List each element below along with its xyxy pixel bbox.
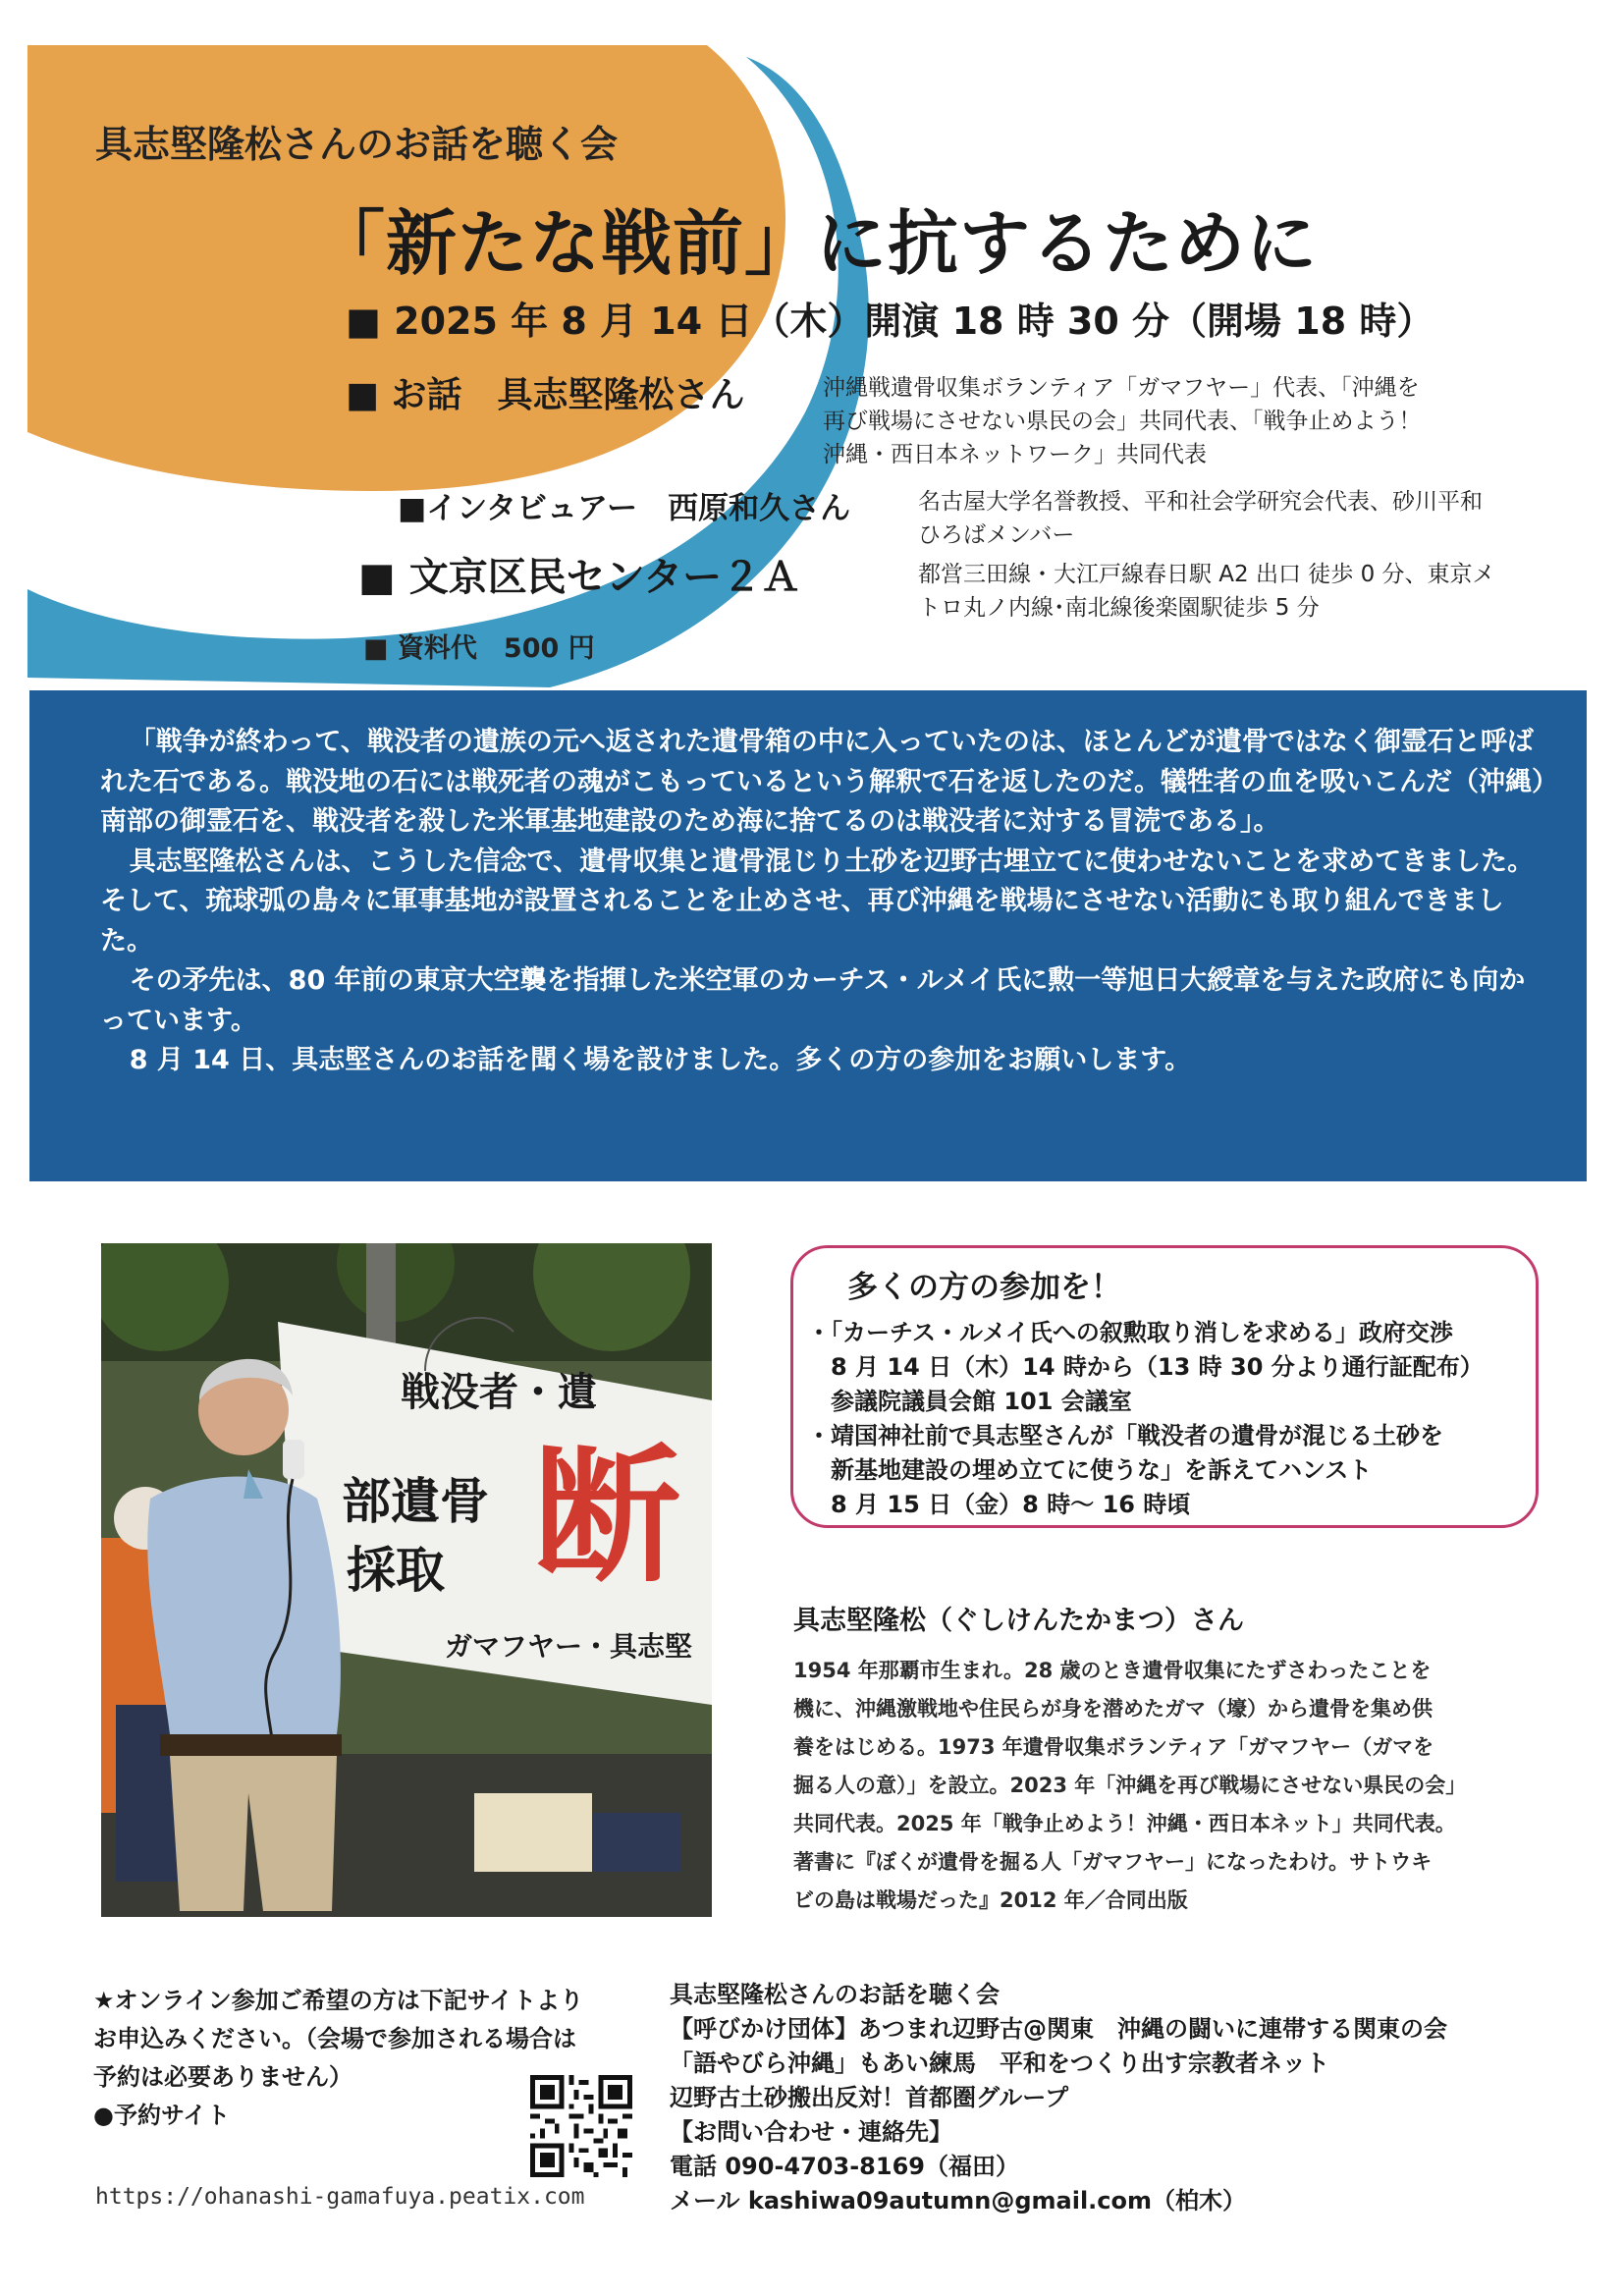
- online-line: ★オンライン参加ご希望の方は下記サイトより: [93, 1987, 584, 2014]
- speaker-desc-line: 再び戦場にさせない県民の会」共同代表、「戦争止めよう！: [823, 409, 1422, 434]
- organizer-line: 【お問い合わせ・連絡先】: [670, 2118, 952, 2146]
- banner-text-low: 採取: [347, 1542, 445, 1599]
- banner-text-bottom: ガマフヤー・具志堅: [445, 1630, 693, 1663]
- contact-email[interactable]: メール kashiwa09autumn@gmail.com（柏木）: [670, 2187, 1247, 2214]
- bio-line: ビの島は戦場だった』2012 年／合同出版: [793, 1888, 1188, 1912]
- fee-label: ■ 資料代 500 円: [363, 633, 595, 664]
- speaker-desc-line: 沖縄・西日本ネットワーク」共同代表: [823, 442, 1207, 467]
- intro-text: [100, 723, 1551, 1081]
- callout-title: 多くの方の参加を！: [847, 1270, 1121, 1305]
- venue-description: [918, 558, 1527, 625]
- callout-line: ・「カーチス・ルメイ氏への叙勲取り消しを求める」政府交渉: [807, 1319, 1453, 1346]
- organizer-line: 【呼びかけ団体】あつまれ辺野古@関東 沖縄の闘いに連帯する関東の会: [670, 2015, 1447, 2043]
- speaker-description: [823, 371, 1530, 471]
- banner-text-mid: 部遺骨: [342, 1473, 489, 1530]
- banner-text-big: 断: [533, 1432, 681, 1603]
- interviewer-desc-line: ひろばメンバー: [918, 522, 1075, 548]
- venue-desc-line: 都営三田線・大江戸線春日駅 A2 出口 徒歩 0 分、東京メ: [918, 562, 1495, 587]
- callout-line: 8 月 15 日（金）8 時～ 16 時頃: [831, 1491, 1191, 1518]
- organizer-line: 辺野古土砂搬出反対！首都圏グループ: [670, 2084, 1069, 2111]
- speaker-photo: [101, 1243, 712, 1917]
- callout-line: 参議院議員会館 101 会議室: [831, 1388, 1132, 1415]
- organizer-line: 「語やびら沖縄」もあい練馬 平和をつくり出す宗教者ネット: [670, 2050, 1329, 2077]
- callout-line: 新基地建設の埋め立てに使うな」を訴えてハンスト: [831, 1456, 1373, 1484]
- venue-label: ■ 文京区民センター２Ａ: [358, 555, 801, 600]
- bio-line: 機に、沖縄激戦地や住民らが身を潜めたガマ（壕）から遺骨を集め供: [793, 1697, 1433, 1721]
- speaker-label: ■ お話 具志堅隆松さん: [346, 375, 745, 415]
- speaker-desc-line: 沖縄戦遺骨収集ボランティア「ガマフヤー」代表、「沖縄を: [823, 375, 1420, 401]
- bio-line: 1954 年那覇市生まれ。28 歳のとき遺骨収集にたずさわったことを: [793, 1659, 1432, 1682]
- intro-paragraph: 8 月 14 日、具志堅さんのお話を聞く場を設けました。多くの方の参加をお願いします。: [129, 1045, 1192, 1075]
- reservation-url[interactable]: https://ohanashi-gamafuya.peatix.com: [95, 2184, 585, 2210]
- callout-line: 8 月 14 日（木）14 時から（13 時 30 分より通行証配布）: [831, 1353, 1484, 1381]
- bio-line: 著書に『ぼくが遺骨を掘る人「ガマフヤー」になったわけ。サトウキ: [793, 1850, 1433, 1874]
- intro-panel: [29, 690, 1587, 1181]
- bio-text: [793, 1652, 1540, 1920]
- event-date: ■ 2025 年 8 月 14 日（木）開演 18 時 30 分（開場 18 時）: [346, 300, 1434, 343]
- headline: 「新たな戦前」に抗するために: [314, 202, 1319, 285]
- intro-paragraph: 「戦争が終わって、戦没者の遺族の元へ返された遺骨箱の中に入っていたのは、ほとんどが遺骨ではなく御霊石と呼ばれた石である。戦没地の石には戦死者の魂がこもっているという解釈で石を返したのだ。犠牲者の血を吸いこんだ（沖縄）南部の御霊石を、戦没者を殺した米軍基地建設のため海に捨てるのは戦没者に対する冒涜である」。: [100, 727, 1545, 837]
- bio-line: 養をはじめる。1973 年遺骨収集ボランティア「ガマフヤー（ガマを: [793, 1735, 1434, 1759]
- organizer-line: 具志堅隆松さんのお話を聴く会: [670, 1981, 1000, 2008]
- intro-paragraph: 具志堅隆松さんは、こうした信念で、遺骨収集と遺骨混じり土砂を辺野古埋立てに使わせないことを求めてきました。そして、琉球弧の島々に軍事基地が設置されることを止めさせ、再び沖縄を戦場にさせない活動にも取り組んできました。: [100, 846, 1535, 957]
- qr-code-icon[interactable]: [530, 2075, 632, 2177]
- bio-line: 掘る人の意）」を設立。2023 年「沖縄を再び戦場にさせない県民の会」: [793, 1774, 1467, 1797]
- intro-paragraph: その矛先は、80 年前の東京大空襲を指揮した米空軍のカーチス・ルメイ氏に勲一等旭日大綬章を与えた政府にも向かっています。: [100, 965, 1526, 1036]
- venue-desc-line: トロ丸ノ内線･南北線後楽園駅徒歩 5 分: [918, 595, 1320, 621]
- banner-text-top: 戦没者・遺: [401, 1370, 597, 1415]
- interviewer-desc-line: 名古屋大学名誉教授、平和社会学研究会代表、砂川平和: [918, 489, 1483, 515]
- online-line: お申込みください。（会場で参加される場合は: [93, 2025, 576, 2052]
- participation-callout: [790, 1245, 1539, 1528]
- online-line: 予約は必要ありません）: [93, 2063, 352, 2091]
- callout-line: ・靖国神社前で具志堅さんが「戦没者の遺骨が混じる土砂を: [807, 1422, 1443, 1449]
- bio-line: 共同代表。2025 年「戦争止めよう！沖縄・西日本ネット」共同代表。: [793, 1812, 1456, 1835]
- interviewer-description: [918, 485, 1527, 552]
- contact-phone: 電話 090-4703-8169（福田）: [670, 2153, 1019, 2180]
- event-name: 具志堅隆松さんのお話を聴く会: [95, 123, 619, 166]
- organizer-info: [670, 1978, 1553, 2218]
- interviewer-label: ■インタビュアー 西原和久さん: [398, 491, 851, 526]
- bio-title: 具志堅隆松（ぐしけんたかまつ）さん: [793, 1606, 1244, 1636]
- online-line: ●予約サイト: [93, 2102, 231, 2129]
